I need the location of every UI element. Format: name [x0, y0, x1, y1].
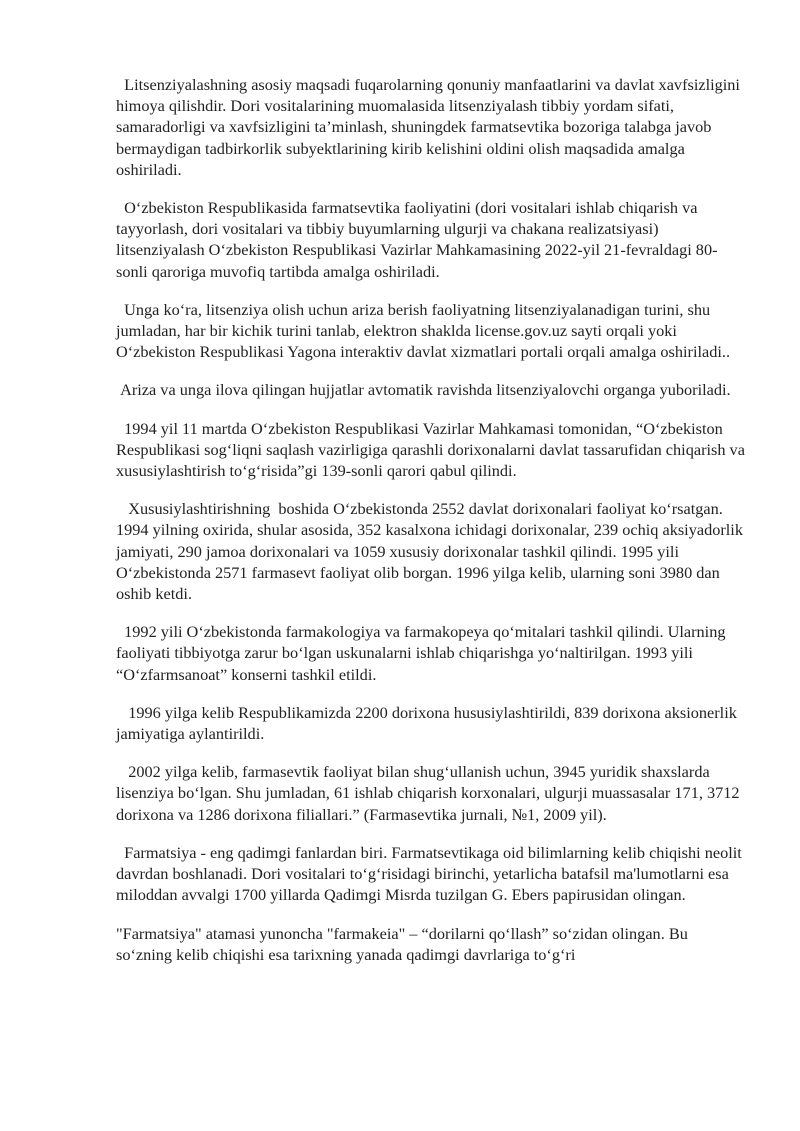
paragraph-pharmacy-history: Farmatsiya - eng qadimgi fanlardan biri. Farmatsevtikaga oid bilimlarning kelib chiqishi neolit davrdan boshlanadi. Dori vositalari to‘g‘risidagi birinchi, yetarlicha batafsil ma'lumotlarni esa miloddan avvalgi 1700 yillarda Qadimgi Misrda tuzilgan G. Ebers papirusidan olingan. [116, 842, 746, 905]
paragraph-licensing-purpose: Litsenziyalashning asosiy maqsadi fuqarolarning qonuniy manfaatlarini va davlat xavfsizligini himoya qilishdir. Dori vositalarining muomalasida litsenziyalash tibbiy yordam sifati, samaradorligi va xavfsizligini ta’minlash, shuningdek farmatsevtika bozoriga talabga javob bermaydigan tadbirkorlik subyektlarining kirib kelishini oldini olish maqsadida amalga oshiriladi. [116, 75, 745, 179]
paragraph-licensing-procedure: O‘zbekiston Respublikasida farmatsevtika faoliyatini (dori vositalari ishlab chiqarish va tayyorlash, dori vositalari va tibbiy buyumlarning ulgurji va chakana realizatsiyasi) litsenziyalash O‘zbekiston Respublikasi Vazirlar Mahkamasining 2022-yil 21-fevraldagi 80-sonli qaroriga muvofiq tartibda amalga oshiriladi. [116, 198, 718, 281]
paragraph-privatization-start: Xususiylashtirishning boshida O‘zbekistonda 2552 davlat dorixonalari faoliyat ko‘rsatgan. 1994 yilning oxirida, shular asosida, 352 kasalxona ichidagi dorixonalar, 239 ochiq aksiyadorlik jamiyati, 290 jamoa dorixonalari va 1059 xususiy dorixonalar tashkil qilindi. 1995 yili O‘zbekistonda 2571 farmasevt faoliyat olib borgan. 1996 yilga kelib, ularning soni 3980 dan oshib ketdi. [116, 499, 748, 604]
paragraph-1994-resolution: 1994 yil 11 martda O‘zbekiston Respublikasi Vazirlar Mahkamasi tomonidan, “O‘zbekiston Respublikasi sog‘liqni saqlash vazirligiga qarashli dorixonalarni davlat tassarufidan chiqarish va xususiylashtirish to‘g‘risida”gi 139-sonli qarori qabul qilindi. [116, 418, 750, 481]
paragraph-2002-licenses: 2002 yilga kelib, farmasevtik faoliyat bilan shug‘ullanish uchun, 3945 yuridik shaxslarda lisenziya bo‘lgan. Shu jumladan, 61 ishlab chiqarish korxonalari, ulgurji muassasalar 171, 3712 dorixona va 1286 dorixona filiallari.” (Farmasevtika jurnali, №1, 2009 yil). [116, 762, 744, 824]
paragraph-1992-committees: 1992 yili O‘zbekistonda farmakologiya va farmakopeya qo‘mitalari tashkil qilindi. Ularning faoliyati tibbiyotga zarur bo‘lgan uskunalarni ishlab chiqarishga yo‘naltirilgan. 1993 yili “O‘zfarmsanoat” konserni tashkil etildi. [116, 622, 730, 684]
paragraph-documents-forwarding: Ariza va unga ilova qilingan hujjatlar avtomatik ravishda litsenziyalovchi organga yuboriladi. [116, 380, 731, 400]
paragraph-application-submission: Unga ko‘ra, litsenziya olish uchun ariza berish faoliyatning litsenziyalanadigan turini, shu jumladan, har bir kichik turini tanlab, elektron shaklda license.gov.uz sayti orqali yoki O‘zbekiston Respublikasi Yagona interaktiv davlat xizmatlari portali orqali amalga oshiriladi.. [116, 299, 731, 362]
paragraph-pharmacy-term: "Farmatsiya" atamasi yunoncha "farmakeia" – “dorilarni qo‘llash” so‘zidan olingan. Bu so‘zning kelib chiqishi esa tarixning yanada qadimgi davrlariga to‘g‘ri [116, 923, 692, 964]
document-body [116, 74, 750, 982]
paragraph-1996-pharmacies: 1996 yilga kelib Respublikamizda 2200 dorixona hususiylashtirildi, 839 dorixona aksionerlik jamiyatiga aylantirildi. [116, 702, 741, 744]
